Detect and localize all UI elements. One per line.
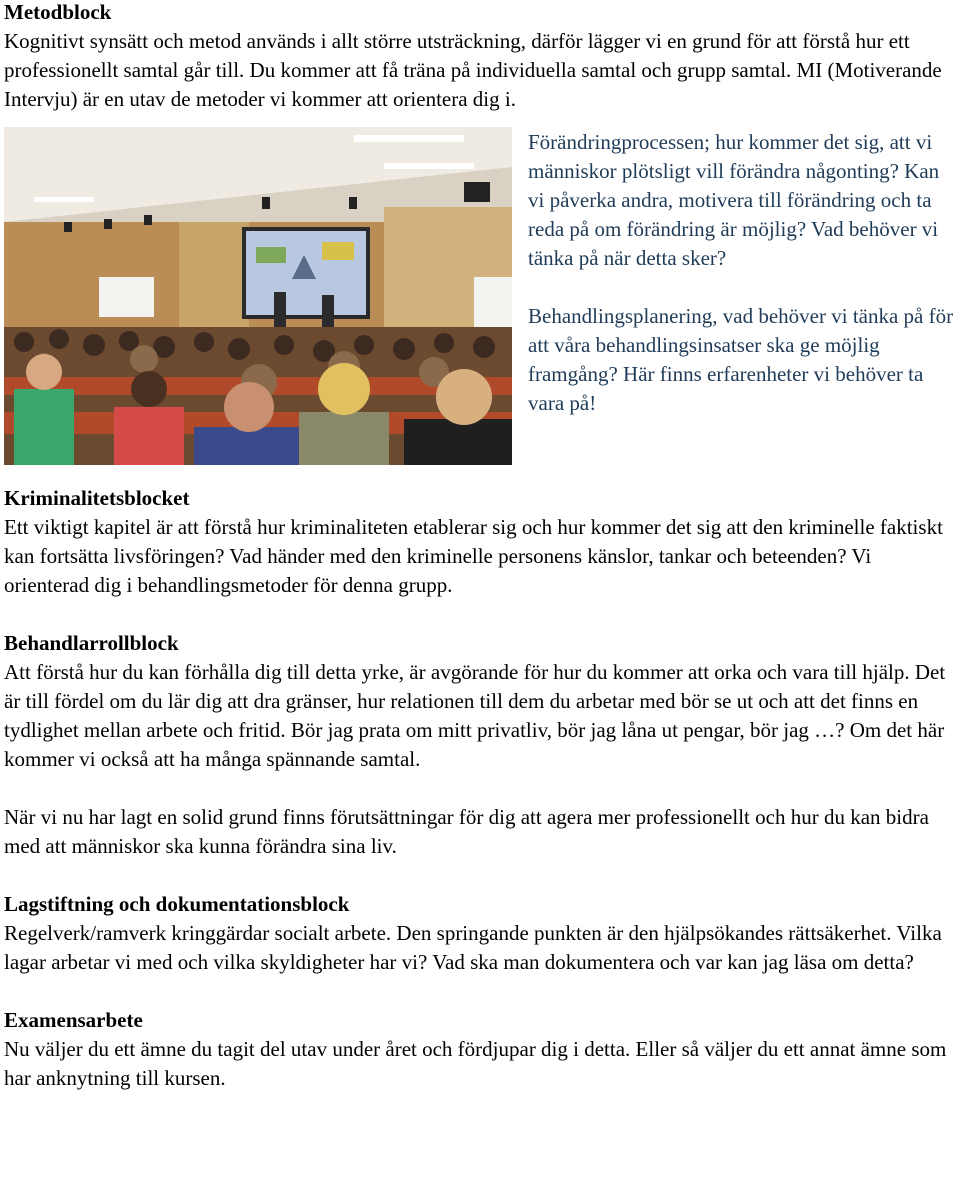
lagstiftning-text: Regelverk/ramverk kringgärdar socialt arbete. Den springande punkten är den hjälpsökandes rättsäkerhet. Vilka lagar arbetar vi med och vilka skyldigheter har vi? Vad ska man dokumentera och var kan jag läsa om detta? xyxy=(4,921,942,974)
grund-text: När vi nu har lagt en solid grund finns förutsättningar för dig att agera mer professionellt och hur du kan bidra med att människor ska kunna förändra sina liv. xyxy=(4,805,929,858)
document-page xyxy=(4,0,958,1093)
lecture-hall-icon xyxy=(4,127,512,465)
section-heading-examensarbete: Examensarbete xyxy=(4,1008,143,1032)
behandlingsplanering-text: Behandlingsplanering, vad behöver vi tänka på för att våra behandlingsinsatser ska ge möjlig framgång? Här finns erfarenheter vi behöver ta vara på! xyxy=(528,304,954,415)
examensarbete-text: Nu väljer du ett ämne du tagit del utav under året och fördjupar dig i detta. Eller så väljer du ett annat ämne som har anknytning till kursen. xyxy=(4,1037,947,1090)
photo-and-sidebar xyxy=(4,127,958,465)
photo-side-text xyxy=(528,127,958,418)
lecture-hall-photo xyxy=(4,127,512,465)
forandringsprocess-text: Förändringprocessen; hur kommer det sig, att vi människor plötsligt vill förändra någonting? Kan vi påverka andra, motivera till förändring och ta reda på om förändring är möjlig? Vad behöver vi tänka på när detta sker? xyxy=(528,130,940,270)
section-heading-behandlarrollblock: Behandlarrollblock xyxy=(4,631,179,655)
behandlarrollblock-text: Att förstå hur du kan förhålla dig till detta yrke, är avgörande för hur du kommer att orka och vara till hjälp. Det är till fördel om du lär dig att dra gränser, hur relationen till dem du arbetar med bör se ut och att det finns en tydlighet mellan arbete och fritid. Bör jag prata om mitt privatliv, bör jag låna ut pengar, bör jag …? Om det här kommer vi också att ha många spännande samtal. xyxy=(4,660,946,771)
section-heading-lagstiftning: Lagstiftning och dokumentationsblock xyxy=(4,892,350,916)
kriminalitetsblocket-text: Ett viktigt kapitel är att förstå hur kriminaliteten etablerar sig och hur kommer det sig att den kriminelle faktiskt kan fortsätta livsföringen? Vad händer med den kriminelle personens känslor, tankar och beteenden? Vi orienterad dig i behandlingsmetoder för denna grupp. xyxy=(4,515,943,597)
section-heading-metodblock: Metodblock xyxy=(4,0,112,24)
metodblock-text: Kognitivt synsätt och metod används i allt större utsträckning, därför lägger vi en grund för att förstå hur ett professionellt samtal går till. Du kommer att få träna på individuella samtal och grupp samtal. MI (Motiverande Intervju) är en utav de metoder vi kommer att orientera dig i. xyxy=(4,29,942,111)
section-heading-kriminalitetsblocket: Kriminalitetsblocket xyxy=(4,486,190,510)
